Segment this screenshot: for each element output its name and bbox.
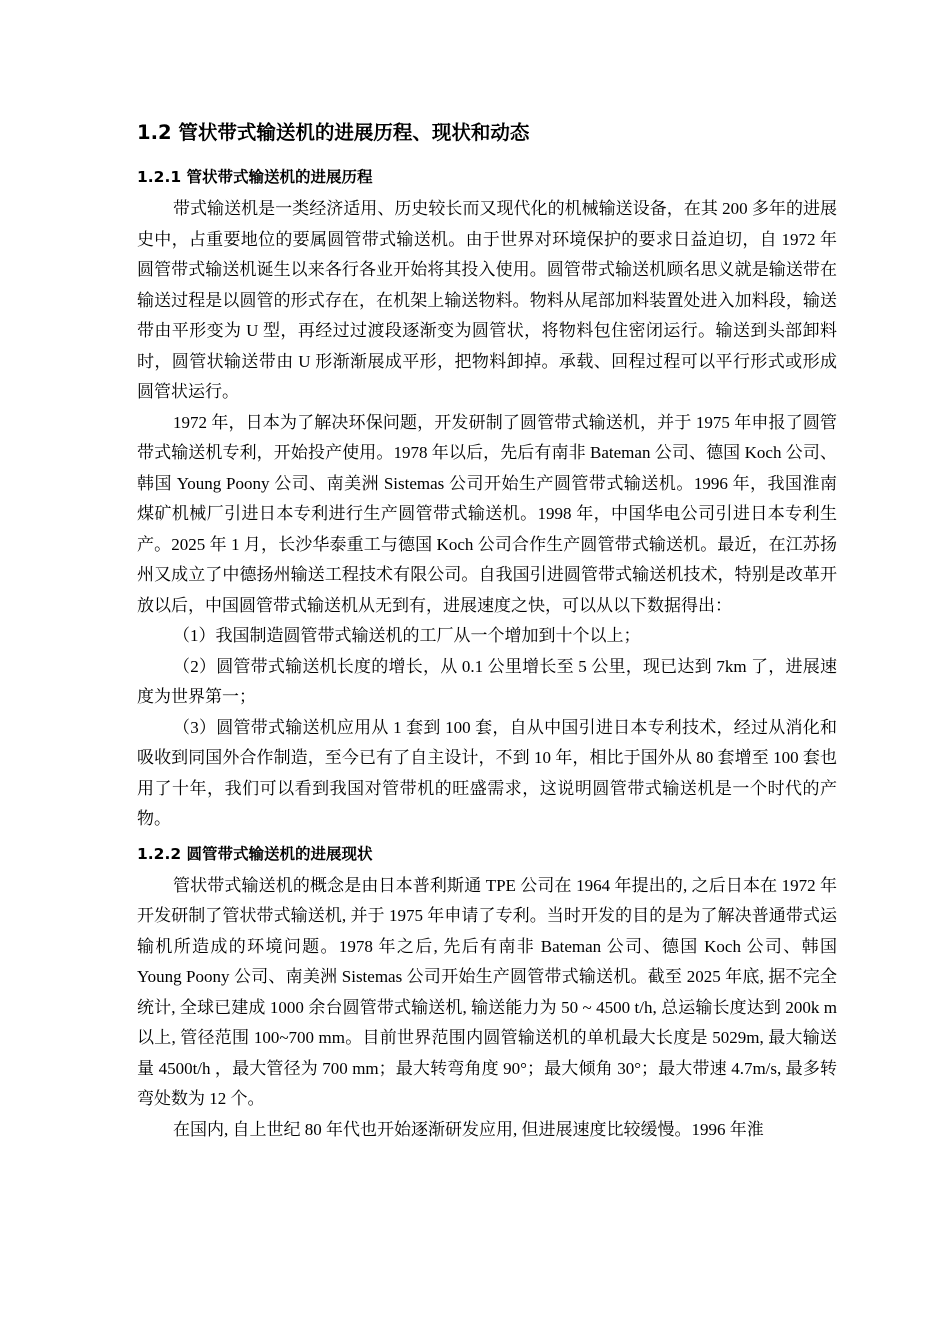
paragraph: 带式输送机是一类经济适用、历史较长而又现代化的机械输送设备，在其 200 多年的进展史中，占重要地位的要属圆管带式输送机。由于世界对环境保护的要求日益迫切，自 1972 年圆管带式输送机诞生以来各行各业开始将其投入使用。圆管带式输送机顾名思义就是输送带在输送过程是以圆管的形式存在，在机架上输送物料。物料从尾部加料装置处进入加料段，输送带由平形变为 U 型，再经过过渡段逐渐变为圆管状，将物料包住密闭运行。输送到头部卸料时，圆管状输送带由 U 形渐渐展成平形，把物料卸掉。承载、回程过程可以平行形式或形成圆管状运行。: [137, 199, 837, 401]
section-heading-1-2: 1.2 管状带式输送机的进展历程、现状和动态: [137, 121, 530, 144]
subsection-heading-1-2-1: 1.2.1 管状带式输送机的进展历程: [137, 168, 373, 186]
list-item: （1）我国制造圆管带式输送机的工厂从一个增加到十个以上；: [173, 626, 641, 645]
list-item: （3）圆管带式输送机应用从 1 套到 100 套，自从中国引进日本专利技术，经过从消化和吸收到同国外合作制造，至今已有了自主设计，不到 10 年，相比于国外从 80 套增至 100 套也用了十年，我们可以看到我国对管带机的旺盛需求，这说明圆管带式输送机是一个时代的产物。: [137, 717, 837, 828]
paragraph: 1972 年，日本为了解决环保问题，开发研制了圆管带式输送机，并于 1975 年申报了圆管带式输送机专利，开始投产使用。1978 年以后，先后有南非 Bateman 公司、德国 Koch 公司、韩国 Young Poony 公司、南美洲 Sistemas 公司开始生产圆管带式输送机。1996 年，我国淮南煤矿机械厂引进日本专利进行生产圆管带式输送机。1998 年，中国华电公司引进日本专利生产。2025 年 1 月，长沙华泰重工与德国 Koch 公司合作生产圆管带式输送机。最近，在江苏扬州又成立了中德扬州输送工程技术有限公司。自我国引进圆管带式输送机技术，特别是改革开放以后，中国圆管带式输送机从无到有，进展速度之快，可以从以下数据得出：: [137, 412, 837, 615]
paragraph: 在国内, 自上世纪 80 年代也开始逐渐研发应用, 但进展速度比较缓慢。1996 年淮: [173, 1119, 764, 1139]
paragraph: 管状带式输送机的概念是由日本普利斯通 TPE 公司在 1964 年提出的, 之后日本在 1972 年开发研制了管状带式输送机, 并于 1975 年申请了专利。当时开发的目的是为了解决普通带式运输机所造成的环境问题。1978 年之后, 先后有南非 Bateman 公司、德国 Koch 公司、韩国 Young Poony 公司、南美洲 Sistemas 公司开始生产圆管带式输送机。截至 2025 年底, 据不完全统计, 全球已建成 1000 余台圆管带式输送机, 输送能力为 50 ~ 4500 t/h, 总运输长度达到 200k m 以上, 管径范围 100~700 mm。目前世界范围内圆管输送机的单机最大长度是 5029m, 最大输送量 4500t/h ，最大管径为 700 mm；最大转弯角度 90°；最大倾角 30°；最大带速 4.7m/s, 最多转弯处数为 12 个。: [137, 875, 837, 1108]
document-page: [137, 118, 837, 1145]
subsection-heading-1-2-2: 1.2.2 圆管带式输送机的进展现状: [137, 844, 373, 863]
list-item: （2）圆管带式输送机长度的增长，从 0.1 公里增长至 5 公里，现已达到 7km 了，进展速度为世界第一；: [137, 656, 837, 706]
